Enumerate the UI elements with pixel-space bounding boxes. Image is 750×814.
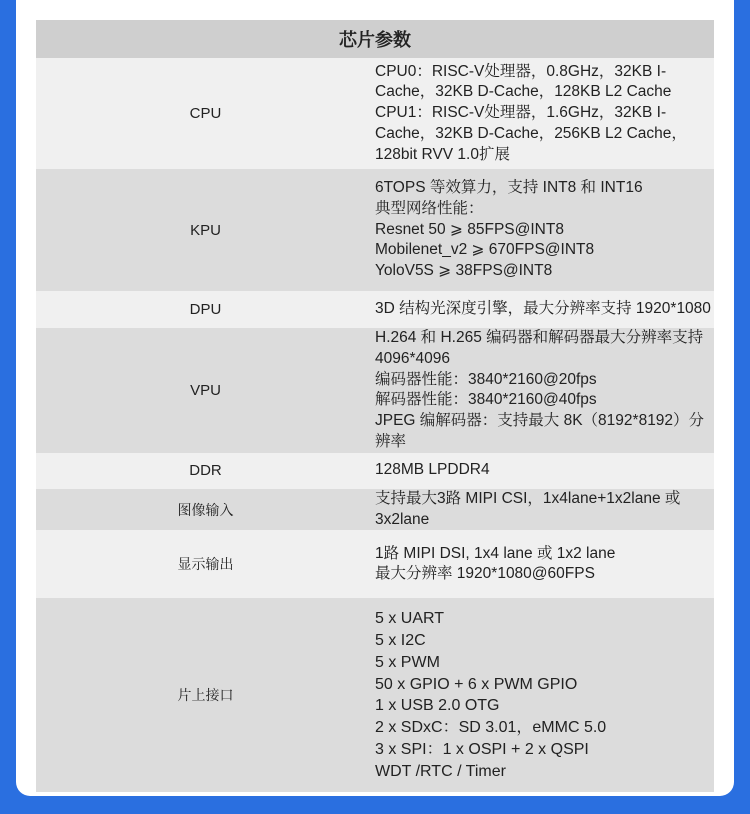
- row-value-line: 6TOPS 等效算力，支持 INT8 和 INT16: [375, 179, 643, 196]
- row-label-vpu: VPU: [36, 328, 375, 453]
- row-value-ddr: [375, 453, 714, 489]
- row-value-display-output: [375, 530, 714, 598]
- row-label-cpu: CPU: [36, 58, 375, 169]
- row-value-dpu: [375, 291, 714, 328]
- row-label-display-output: 显示输出: [36, 530, 375, 598]
- row-label-dpu: DPU: [36, 291, 375, 328]
- row-value-line: 5 x UART: [375, 610, 445, 628]
- row-value-line: Mobilenet_v2 ⩾ 670FPS@INT8: [375, 241, 595, 259]
- table-row-onchip-interfaces: [36, 598, 714, 792]
- row-value-image-input: [375, 489, 714, 531]
- spec-card: [16, 0, 734, 796]
- chip-spec-table: [36, 20, 714, 792]
- row-value-line: 1路 MIPI DSI, 1x4 lane 或 1x2 lane: [375, 544, 616, 562]
- table-row-vpu: [36, 328, 714, 453]
- table-row-ddr: [36, 453, 714, 489]
- row-value-line: H.264 和 H.265 编码器和解码器最大分辨率支持 4096*4096: [375, 329, 708, 367]
- row-value-kpu: [375, 169, 714, 291]
- row-value-line: Resnet 50 ⩾ 85FPS@INT8: [375, 220, 564, 238]
- row-label-ddr: DDR: [36, 453, 375, 489]
- table-row-kpu: [36, 169, 714, 291]
- row-value-vpu: [375, 328, 714, 453]
- row-value-line: CPU0：RISC-V处理器，0.8GHz，32KB I-Cache，32KB D-Cache，128KB L2 Cache: [375, 62, 672, 101]
- row-value-line: 支持最大3路 MIPI CSI，1x4lane+1x2lane 或 3x2lane: [375, 489, 685, 528]
- row-value-line: 编码器性能：3840*2160@20fps: [375, 370, 597, 388]
- row-value-line: 5 x PWM: [375, 653, 440, 671]
- row-label-image-input: 图像输入: [36, 489, 375, 531]
- row-value-line: YoloV5S ⩾ 38FPS@INT8: [375, 262, 553, 280]
- row-value-line: 5 x I2C: [375, 631, 426, 649]
- row-value-line: CPU1：RISC-V处理器，1.6GHz，32KB I-Cache，32KB D-Cache，256KB L2 Cache，128bit RVV 1.0扩展: [375, 104, 687, 163]
- row-value-onchip-interfaces: [375, 598, 714, 792]
- table-row-dpu: [36, 291, 714, 328]
- table-row-display-output: [36, 530, 714, 598]
- row-value-line: 3D 结构光深度引擎，最大分辨率支持 1920*1080: [375, 300, 711, 318]
- row-value-cpu: [375, 58, 714, 169]
- row-value-line: 典型网络性能：: [375, 199, 484, 217]
- row-value-line: 2 x SDxC：SD 3.01，eMMC 5.0: [375, 719, 607, 737]
- row-value-line: 最大分辨率 1920*1080@60FPS: [375, 565, 595, 583]
- row-value-line: JPEG 编解码器：支持最大 8K（8192*8192）分辨率: [375, 412, 705, 450]
- row-value-line: 3 x SPI：1 x OSPI + 2 x QSPI: [375, 740, 589, 758]
- row-label-kpu: KPU: [36, 169, 375, 291]
- table-header-row: [36, 20, 714, 58]
- row-value-line: 1 x USB 2.0 OTG: [375, 697, 500, 715]
- row-value-line: 50 x GPIO + 6 x PWM GPIO: [375, 675, 578, 693]
- table-title: 芯片参数: [36, 20, 714, 58]
- table-row-image-input: [36, 489, 714, 531]
- row-value-line: 128MB LPDDR4: [375, 461, 490, 479]
- row-value-line: 解码器性能：3840*2160@40fps: [375, 391, 597, 409]
- row-label-onchip-interfaces: 片上接口: [36, 598, 375, 792]
- table-row-cpu: [36, 58, 714, 169]
- row-value-line: WDT /RTC / Timer: [375, 762, 506, 780]
